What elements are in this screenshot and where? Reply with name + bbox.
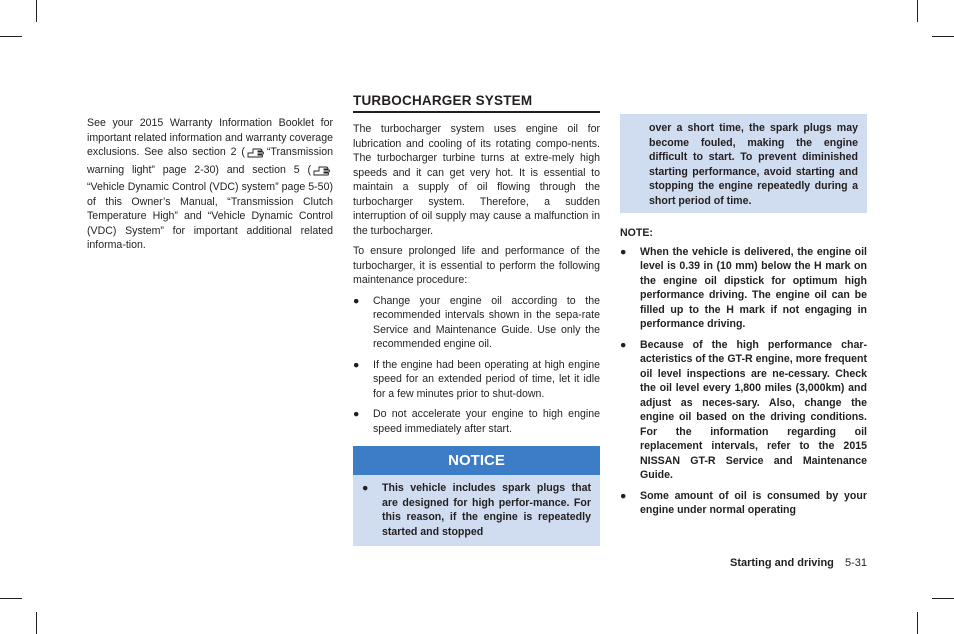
footer-section: Starting and driving (730, 557, 834, 569)
section-title: TURBOCHARGER SYSTEM (353, 92, 600, 113)
notice-box (353, 475, 600, 546)
bullet-icon: ● (362, 482, 369, 494)
list-item-text: When the vehicle is delivered, the engine oil level is 0.39 in (10 mm) below the H mark on the engine oil dipstick for optimum high performance driving. The engine oil can be filled up to the H mark if not engaging in performance driving. (640, 245, 867, 330)
list-item (353, 294, 600, 352)
list-item-text: Because of the high performance char-acteristics of the GT-R engine, more frequent oil level inspections are ne-cessary. Check the oil level every 1,800 miles (3,000km) and adjust as neces-sary. Also, change the engine oil based on the driving conditions. For the information regarding oil replacement intervals, refer to the 2015 NISSAN GT-R Service and Maintenance Guide. (640, 338, 867, 481)
list-item (620, 489, 867, 518)
crop-mark (932, 36, 954, 37)
list-item-text: Do not accelerate your engine to high engine speed immediately after start. (373, 408, 600, 435)
warranty-text-c: “Vehicle Dynamic Control (VDC) system” page 5-50) of this Owner’s Manual, “Transmission Clutch Temperature High” and “Vehicle Dynamic Control (VDC) System” for important additional related informa-tion. (87, 181, 333, 251)
list-item (620, 338, 867, 483)
page-footer (730, 557, 867, 569)
left-column (87, 116, 333, 259)
bullet-icon: ● (620, 245, 627, 258)
bullet-icon: ● (353, 358, 360, 371)
warranty-paragraph (87, 116, 333, 253)
list-item (353, 358, 600, 402)
crop-mark (36, 0, 37, 22)
warranty-text-a: See your 2015 Warranty Information Booklet for important related information and warranty coverage exclusions. See also section 2 ( (87, 117, 333, 158)
crop-mark (36, 612, 37, 634)
bullet-icon: ● (620, 489, 627, 502)
notice-text: This vehicle includes spark plugs that are designed for high perfor-mance. For this reason, if the engine is repeatedly started and stopped (382, 482, 591, 538)
crop-mark (917, 612, 918, 634)
turbo-maintenance-paragraph: To ensure prolonged life and performance of the turbocharger, it is essential to perform the following maintenance procedure: (353, 245, 600, 286)
reference-hand-icon (247, 146, 265, 163)
bullet-icon: ● (620, 338, 627, 351)
warranty-text-b: “Transmission warning light” page 2-30) and section 5 ( (87, 146, 333, 176)
crop-mark (917, 0, 918, 22)
list-item (353, 407, 600, 436)
notice-header: NOTICE (353, 446, 600, 475)
list-item-text: Some amount of oil is consumed by your engine under normal operating (640, 489, 867, 516)
notice-continuation: over a short time, the spark plugs may become fouled, making the engine difficult to start. To prevent diminished starting performance, avoid starting and stopping the engine repeatedly during a short period of time. (620, 114, 867, 213)
crop-mark (0, 598, 22, 599)
bullet-icon: ● (353, 408, 360, 420)
right-column (620, 114, 867, 524)
page-number: 5-31 (844, 557, 867, 569)
list-item (620, 245, 867, 332)
note-title: NOTE: (620, 227, 653, 239)
middle-column (353, 92, 600, 546)
list-item-text: If the engine had been operating at high engine speed for an extended period of time, let it idle for a few minutes prior to shut-down. (373, 358, 600, 400)
turbo-intro-paragraph: The turbocharger system uses engine oil for lubrication and cooling of its rotating compo-nents. The turbocharger turbine turns at extre-mely high speeds and it can get very hot. It is essential to maintain a supply of oil flowing through the turbocharger system. Therefore, a sudden interruption of oil supply may cause a malfunction in the turbocharger. (353, 123, 600, 237)
crop-mark (932, 598, 954, 599)
notice-item (362, 481, 591, 539)
crop-mark (0, 36, 22, 37)
reference-hand-icon (313, 164, 331, 181)
list-item-text: Change your engine oil according to the recommended intervals shown in the sepa-rate Service and Maintenance Guide. Use only the recommended engine oil. (373, 294, 600, 350)
bullet-icon: ● (353, 294, 360, 307)
